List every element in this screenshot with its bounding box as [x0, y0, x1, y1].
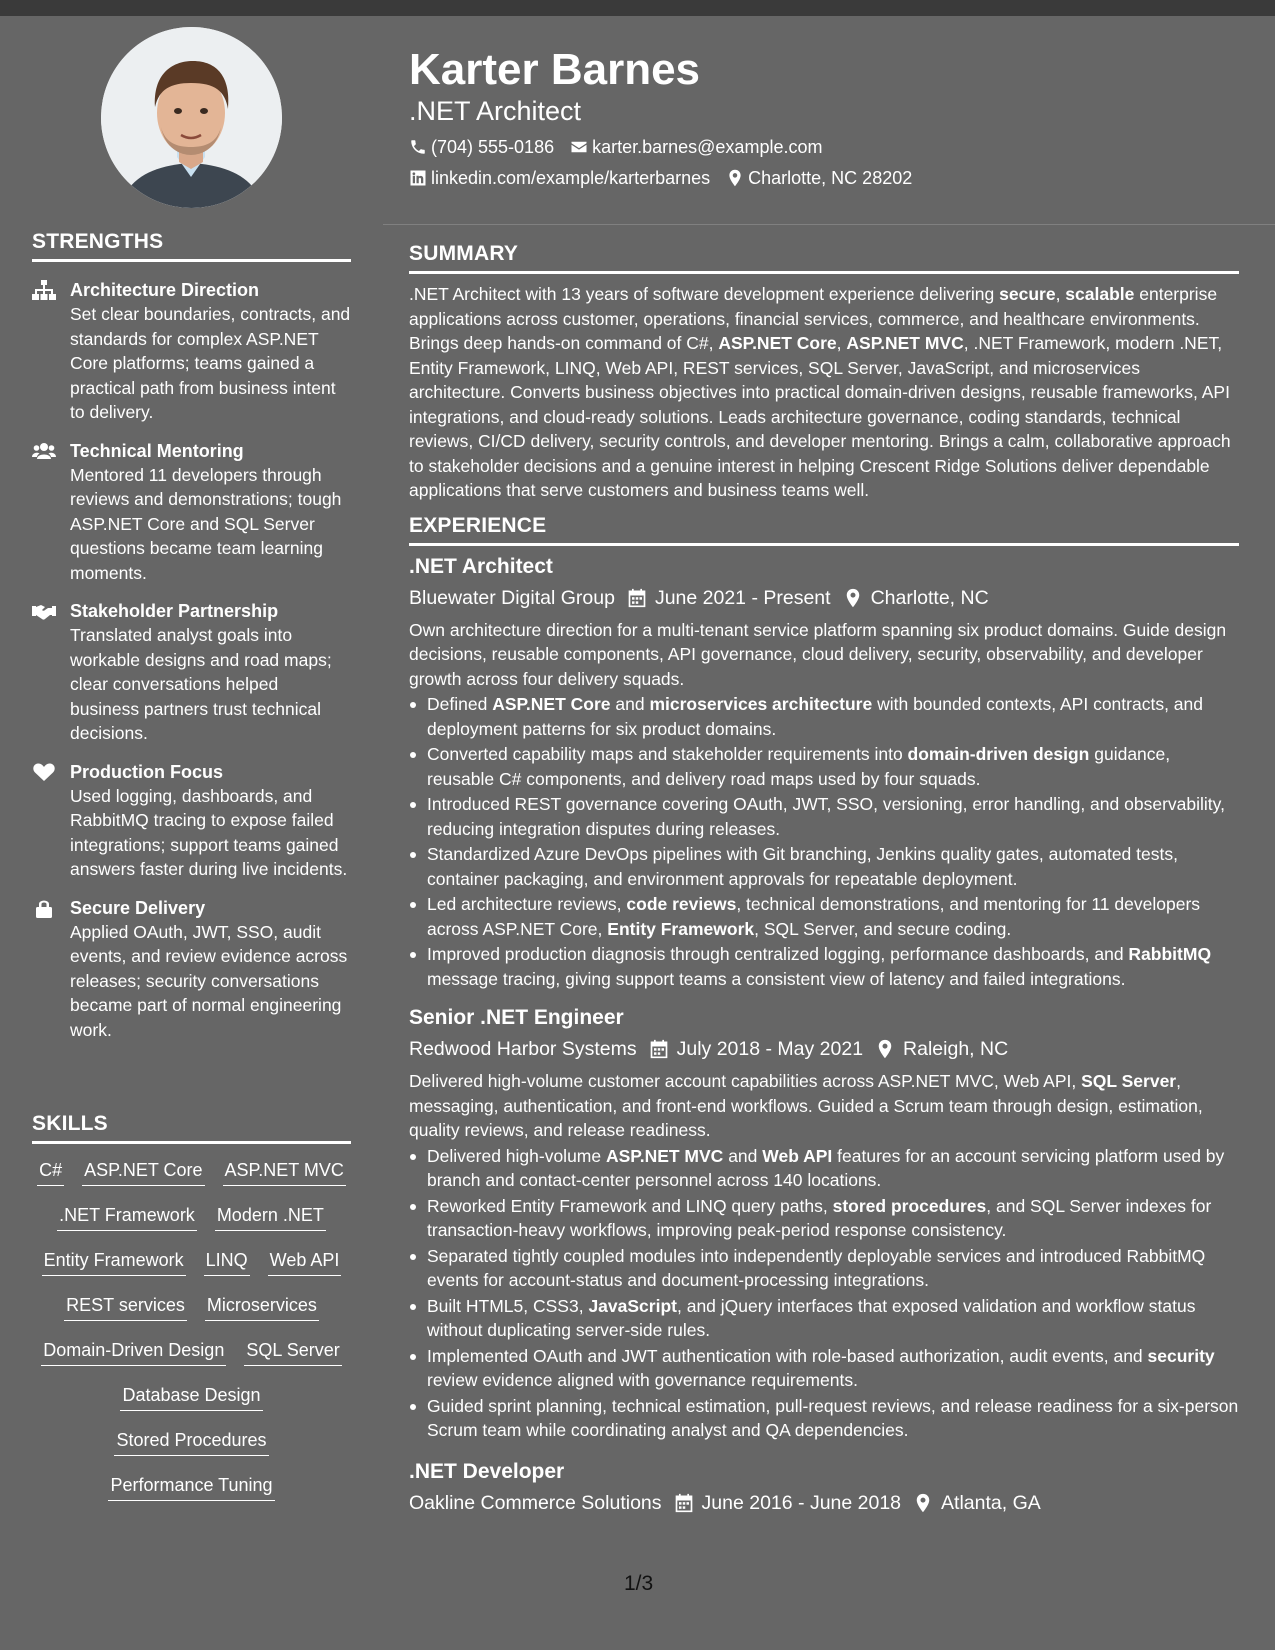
skill-tag: Domain-Driven Design [41, 1338, 226, 1366]
job-dates: June 2021 - Present [654, 586, 831, 609]
strength-item [32, 278, 351, 425]
job-meta [409, 1036, 1239, 1062]
summary-text: .NET Architect with 13 years of software development experience delivering secure, scalable enterprise applications across customer, operations, financial services, commerce, and healthcare environments. Brings deep hands-on command of C#, ASP.NET Core, ASP.NET MVC, .NET Framework, modern .NET, Entity Framework, LINQ, Web API, REST services, SQL Server, JavaScript, and microservices architecture. Converts business objectives into practical domain-driven designs, reusable frameworks, API integrations, and cloud-ready solutions. Leads architecture governance, coding standards, technical reviews, CI/CD delivery, security controls, and developer mentoring. Brings a calm, collaborative approach to stakeholder decisions and a genuine interest in helping Crescent Ridge Solutions deliver dependable applications that serve customers and business teams well. [409, 284, 1231, 500]
linkedin-contact[interactable] [409, 167, 710, 189]
strength-desc: Set clear boundaries, contracts, and standards for complex ASP.NET Core platforms; teams gained a practical path from business intent to delivery. [70, 304, 351, 422]
handshake-icon [32, 601, 56, 621]
phone-contact[interactable] [409, 136, 554, 158]
skill-tag: SQL Server [244, 1338, 341, 1366]
strength-title: Production Focus [70, 761, 223, 782]
summary-title: SUMMARY [409, 242, 1239, 274]
skill-tag: Microservices [205, 1293, 319, 1321]
envelope-icon [570, 138, 588, 156]
skill-tag: C# [37, 1158, 64, 1186]
strength-title: Technical Mentoring [70, 440, 244, 461]
bullet-item: Guided sprint planning, technical estimation, pull-request reviews, and release readiness for a six-person Scrum team while coordinating analyst and QA dependencies. [409, 1394, 1239, 1443]
bullet-item: Introduced REST governance covering OAuth, JWT, SSO, versioning, error handling, and observability, reducing integration disputes during releases. [409, 792, 1239, 841]
map-marker-icon [875, 1039, 895, 1059]
strength-item [32, 760, 351, 882]
page-number: 1/3 [624, 1572, 654, 1595]
portrait-illustration [101, 27, 282, 208]
job-title: .NET Developer [409, 1459, 565, 1483]
linkedin-text: linkedin.com/example/karterbarnes [431, 168, 711, 188]
sitemap-icon [32, 280, 56, 300]
skill-tag: ASP.NET Core [82, 1158, 204, 1186]
strength-desc: Applied OAuth, JWT, SSO, audit events, and review evidence across releases; security conversations became part of normal engineering work. [70, 921, 348, 1040]
job-company: Oakline Commerce Solutions [409, 1491, 662, 1514]
candidate-name: Karter Barnes [409, 45, 701, 94]
phone-text: (704) 555-0186 [431, 137, 555, 157]
contact-row [409, 136, 1249, 158]
calendar-icon [674, 1493, 694, 1513]
bullet-item: Led architecture reviews, code reviews, technical demonstrations, and mentoring for 11 developers across ASP.NET Core, Entity Framework, SQL Server, and secure coding. [409, 892, 1239, 941]
skill-tag: Entity Framework [42, 1248, 186, 1276]
skill-tag: Stored Procedures [114, 1428, 268, 1456]
map-marker-icon [913, 1493, 933, 1513]
skill-tag: Modern .NET [215, 1203, 326, 1231]
location-text: Charlotte, NC 28202 [748, 168, 913, 188]
email-text: karter.barnes@example.com [592, 137, 823, 157]
skill-tag: LINQ [204, 1248, 250, 1276]
resume-header [409, 44, 1249, 189]
map-marker-icon [726, 169, 744, 187]
job-description: Delivered high-volume customer account capabilities across ASP.NET MVC, Web API, SQL Server, messaging, authentication, and front-end workflows. Guided a Scrum team through design, estimation, quality reviews, and release readiness. [409, 1071, 1203, 1140]
job-bullets [409, 1144, 1239, 1443]
strength-desc: Mentored 11 developers through reviews and demonstrations; tough ASP.NET Core and SQL Server questions became team learning moments. [70, 464, 342, 583]
skill-tag: Performance Tuning [108, 1473, 274, 1501]
skill-tag: REST services [64, 1293, 187, 1321]
job-entry [409, 554, 1239, 992]
skills-section [32, 1112, 351, 1518]
job-bullets [409, 692, 1239, 991]
strength-title: Secure Delivery [70, 897, 206, 918]
job-meta [409, 1490, 1239, 1516]
strength-title: Architecture Direction [70, 280, 260, 300]
bullet-item: Reworked Entity Framework and LINQ query paths, stored procedures, and SQL Server indexes for transaction-heavy workflows, improving peak-period response consistency. [409, 1194, 1239, 1243]
strength-item [32, 896, 351, 1043]
skills-list [32, 1158, 351, 1518]
bullet-item: Standardized Azure DevOps pipelines with Git branching, Jenkins quality gates, automated tests, container packaging, and environment approvals for repeatable deployment. [409, 842, 1239, 891]
bullet-item: Built HTML5, CSS3, JavaScript, and jQuery interfaces that exposed validation and workflow status without duplicating server-side rules. [409, 1294, 1239, 1343]
strength-item [32, 599, 351, 746]
job-location: Charlotte, NC [870, 586, 989, 609]
skill-tag: ASP.NET MVC [223, 1158, 346, 1186]
map-marker-icon [843, 588, 863, 608]
strengths-section [32, 230, 351, 1042]
strengths-title: STRENGTHS [32, 230, 351, 262]
location-contact [726, 167, 912, 189]
bullet-item: Defined ASP.NET Core and microservices architecture with bounded contexts, API contracts, and deployment patterns for six product domains. [409, 692, 1239, 741]
job-dates: July 2018 - May 2021 [676, 1038, 864, 1060]
skill-tag: .NET Framework [57, 1203, 197, 1231]
header-divider [383, 224, 1275, 225]
heart-icon [32, 762, 56, 782]
skill-tag: Database Design [120, 1383, 262, 1411]
job-title: .NET Architect [409, 554, 553, 578]
profile-photo [101, 27, 282, 208]
strength-item [32, 439, 351, 586]
job-entry [409, 1005, 1239, 1443]
candidate-role: .NET Architect [409, 96, 582, 126]
lock-icon [32, 898, 56, 918]
calendar-icon [627, 588, 647, 608]
job-description: Own architecture direction for a multi-tenant service platform spanning six product domains. Guide design decisions, reusable components, API governance, cloud delivery, security, observability, and developer growth across four delivery squads. [409, 619, 1227, 689]
bullet-item: Implemented OAuth and JWT authentication with role-based authorization, audit events, and security review evidence aligned with governance requirements. [409, 1344, 1239, 1393]
job-location: Atlanta, GA [941, 1491, 1041, 1514]
job-company: Bluewater Digital Group [409, 586, 615, 609]
job-company: Redwood Harbor Systems [409, 1038, 637, 1060]
strength-desc: Translated analyst goals into workable designs and road maps; clear conversations helped business partners trust technical decisions. [70, 625, 332, 743]
experience-title: EXPERIENCE [409, 514, 1239, 546]
job-dates: June 2016 - June 2018 [701, 1491, 902, 1514]
bullet-item: Separated tightly coupled modules into independently deployable services and introduced RabbitMQ events for account-status and document-processing integrations. [409, 1244, 1239, 1293]
skills-title: SKILLS [32, 1112, 351, 1144]
job-title: Senior .NET Engineer [409, 1006, 624, 1029]
bullet-item: Converted capability maps and stakeholder requirements into domain-driven design guidance, reusable C# components, and delivery road maps used by four squads. [409, 742, 1239, 791]
skill-tag: Web API [268, 1248, 342, 1276]
bullet-item: Improved production diagnosis through centralized logging, performance dashboards, and RabbitMQ message tracing, giving support teams a consistent view of latency and failed integrations. [409, 942, 1239, 991]
job-location: Raleigh, NC [903, 1038, 1009, 1060]
email-contact[interactable] [570, 136, 822, 158]
strength-title: Stakeholder Partnership [70, 601, 279, 621]
phone-icon [409, 138, 427, 156]
contact-row [409, 167, 1249, 189]
job-entry [409, 1459, 1239, 1516]
top-bar [0, 0, 1275, 16]
main-content [409, 242, 1239, 1516]
calendar-icon [649, 1039, 669, 1059]
linkedin-icon [409, 169, 427, 187]
bullet-item: Delivered high-volume ASP.NET MVC and Web API features for an account servicing platform used by branch and contact-center personnel across 140 locations. [409, 1144, 1239, 1193]
users-icon [32, 441, 56, 461]
job-meta [409, 585, 1239, 611]
strength-desc: Used logging, dashboards, and RabbitMQ tracing to expose failed integrations; support teams gained answers faster during live incidents. [70, 785, 348, 879]
